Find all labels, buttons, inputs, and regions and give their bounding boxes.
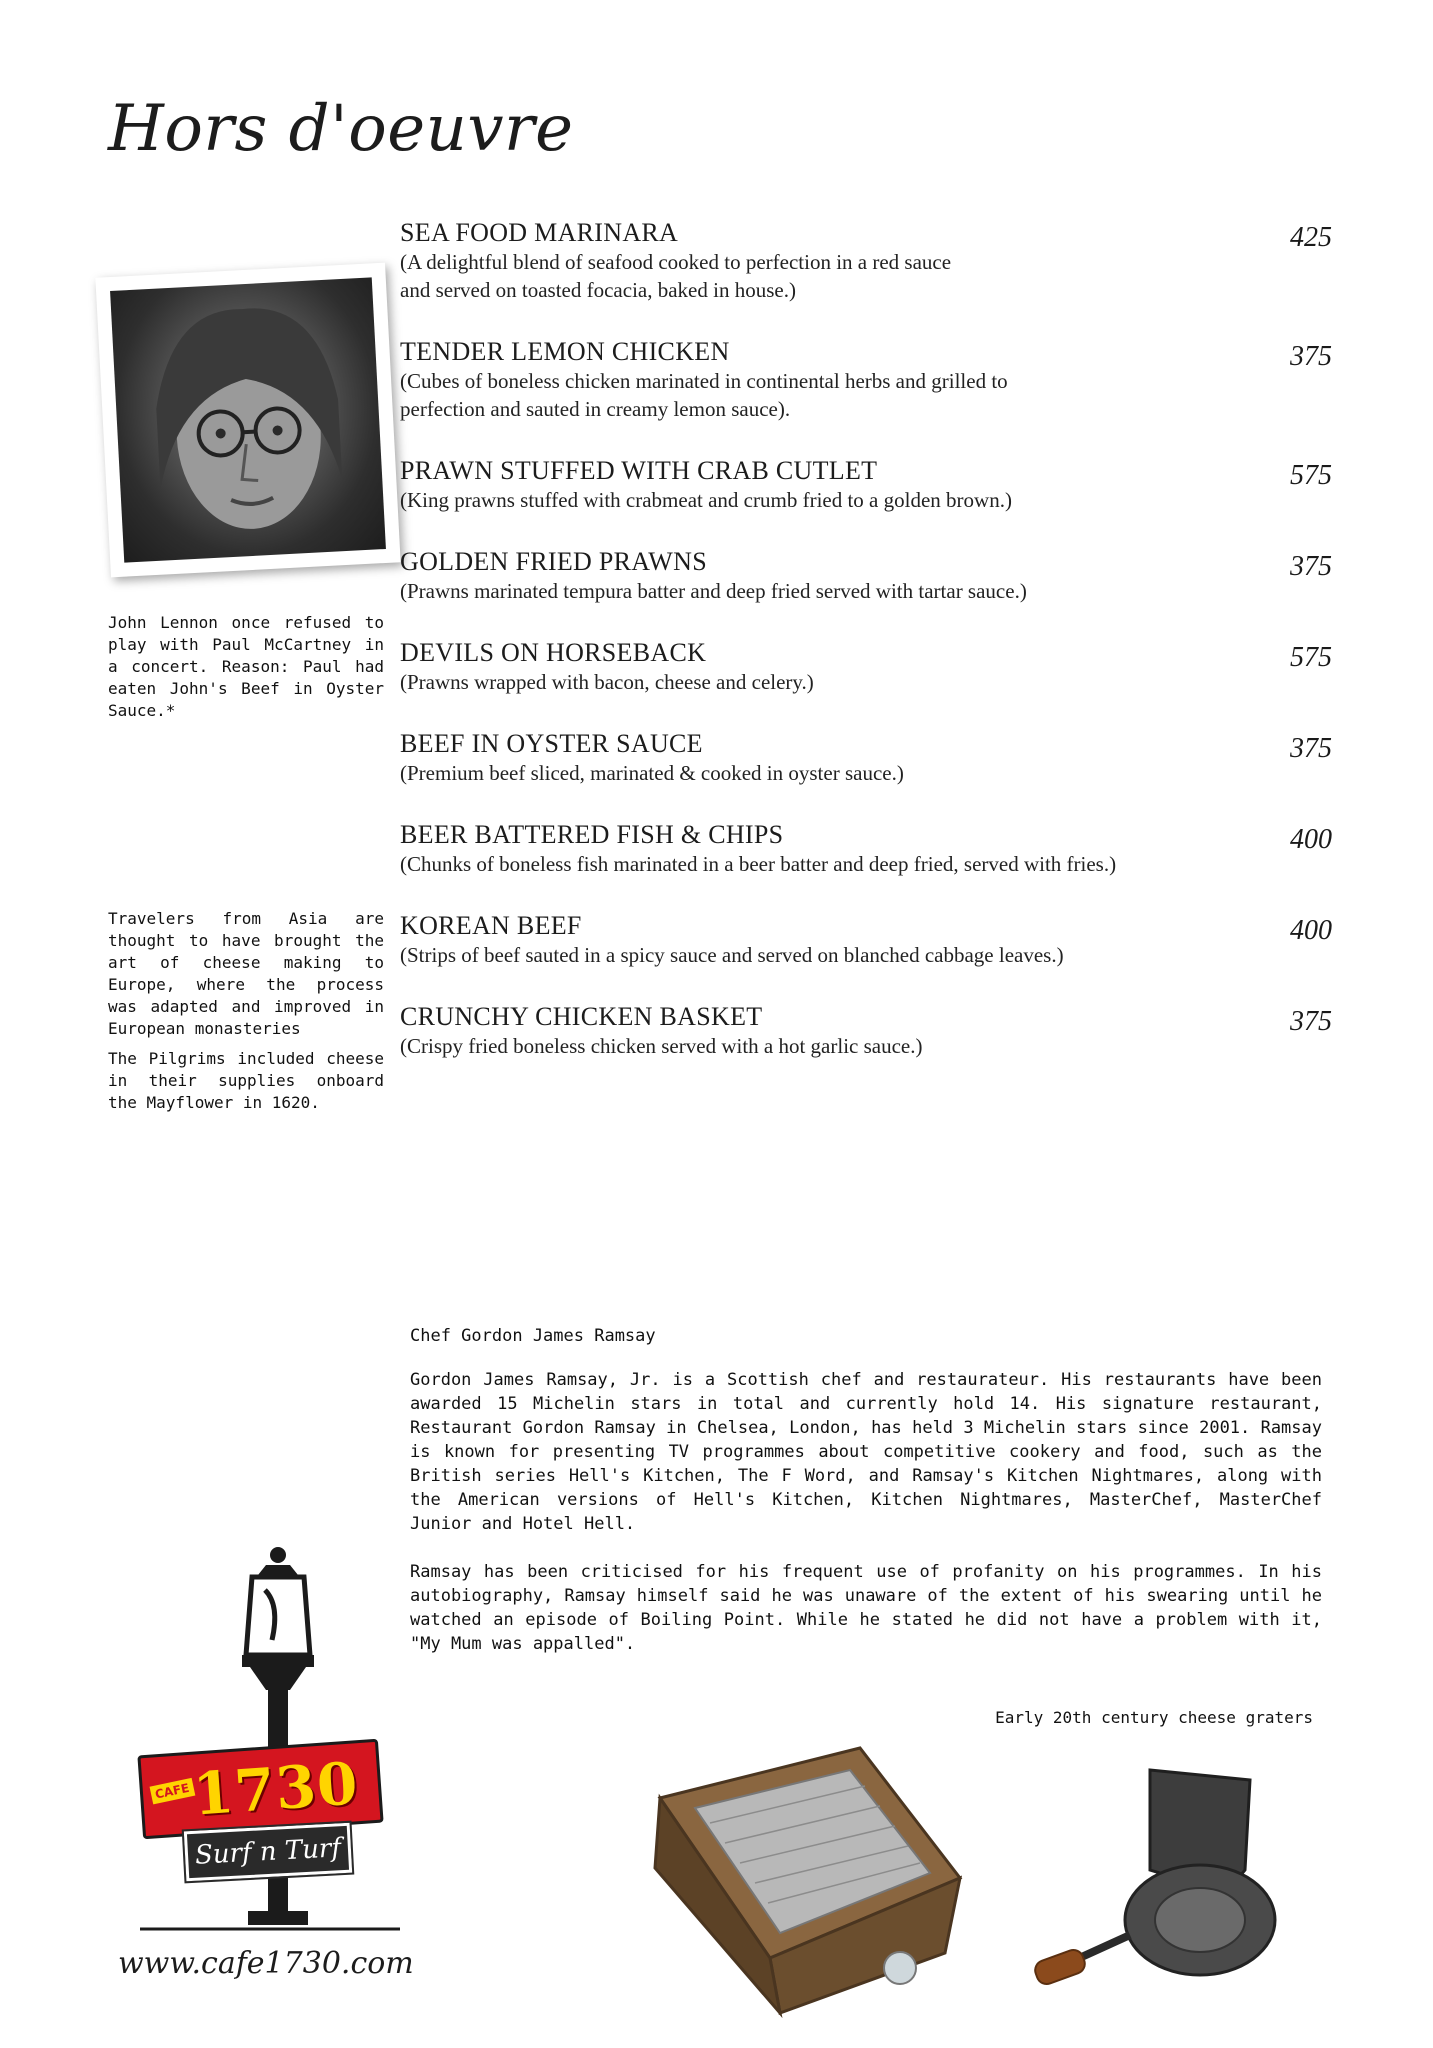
item-price: 375 xyxy=(1290,551,1332,582)
chef-paragraph: Ramsay has been criticised for his frequent use of profanity on his programmes. In his autobiography, Ramsay himself said he was unaware of the extent of his swearing until he watched an episode of Boiling Point. While he stated he did not have a problem with it, "My Mum was appalled". xyxy=(410,1562,1322,1654)
menu-item xyxy=(400,337,1332,423)
menu-item xyxy=(400,638,1332,696)
logo-tagline: Surf n Turf xyxy=(184,1823,352,1882)
menu-item xyxy=(400,218,1332,304)
item-name: DEVILS ON HORSEBACK xyxy=(400,638,707,667)
item-description: (Prawns wrapped with bacon, cheese and celery.) xyxy=(400,670,814,694)
item-price: 375 xyxy=(1290,733,1332,764)
menu-item xyxy=(400,547,1332,605)
graters-caption: Early 20th century cheese graters xyxy=(995,1708,1313,1727)
item-description: (King prawns stuffed with crabmeat and crumb fried to a golden brown.) xyxy=(400,488,1012,512)
menu-item xyxy=(400,1002,1332,1060)
item-price: 375 xyxy=(1290,1006,1332,1037)
chef-section xyxy=(410,1326,1322,1680)
item-description: (Strips of beef sauted in a spicy sauce and served on blanched cabbage leaves.) xyxy=(400,943,1064,967)
item-name: BEEF IN OYSTER SAUCE xyxy=(400,729,703,758)
menu-item xyxy=(400,456,1332,514)
item-name: GOLDEN FRIED PRAWNS xyxy=(400,547,707,576)
item-price: 400 xyxy=(1290,915,1332,946)
item-description: (Chunks of boneless fish marinated in a beer batter and deep fried, served with fries.) xyxy=(400,852,1117,876)
item-name: SEA FOOD MARINARA xyxy=(400,218,679,247)
item-price: 400 xyxy=(1290,824,1332,855)
page-title: Hors d'oeuvre xyxy=(108,92,574,166)
john-lennon-photo xyxy=(95,263,400,578)
item-description: (Crispy fried boneless chicken served with a hot garlic sauce.) xyxy=(400,1034,923,1058)
item-price: 575 xyxy=(1290,642,1332,673)
item-name: PRAWN STUFFED WITH CRAB CUTLET xyxy=(400,456,878,485)
item-name: BEER BATTERED FISH & CHIPS xyxy=(400,820,784,849)
lennon-note: John Lennon once refused to play with Paul McCartney in a concert. Reason: Paul had eaten John's Beef in Oyster Sauce.* xyxy=(108,613,384,720)
logo-number: 1730 xyxy=(190,1749,361,1829)
menu-item xyxy=(400,911,1332,969)
item-description: (Cubes of boneless chicken marinated in continental herbs and grilled to perfection and sauted in creamy lemon sauce). xyxy=(400,369,1008,421)
item-name: KOREAN BEEF xyxy=(400,911,582,940)
item-price: 375 xyxy=(1290,341,1332,372)
menu-list xyxy=(400,218,1332,1093)
item-description: (Premium beef sliced, marinated & cooked in oyster sauce.) xyxy=(400,761,904,785)
item-name: CRUNCHY CHICKEN BASKET xyxy=(400,1002,763,1031)
cheese-history-note: Travelers from Asia are thought to have brought the art of cheese making to Europe, where the process was adapted and improved in European monasteries xyxy=(108,909,384,1038)
item-price: 425 xyxy=(1290,222,1332,253)
menu-item xyxy=(400,820,1332,878)
item-description: (A delightful blend of seafood cooked to perfection in a red sauce and served on toasted focacia, baked in house.) xyxy=(400,250,952,302)
item-price: 575 xyxy=(1290,460,1332,491)
logo-cafe-label: CAFE xyxy=(150,1778,195,1804)
portrait-image xyxy=(110,277,386,562)
chef-title: Chef Gordon James Ramsay xyxy=(410,1326,656,1346)
cafe-logo xyxy=(140,1545,400,1935)
menu-item xyxy=(400,729,1332,787)
item-name: TENDER LEMON CHICKEN xyxy=(400,337,730,366)
rotary-grater-image xyxy=(1030,1760,1310,2020)
chef-paragraph: Gordon James Ramsay, Jr. is a Scottish chef and restaurateur. His restaurants have been awarded 15 Michelin stars in total and currently hold 14. His signature restaurant, Restaurant Gordon Ramsay in Chelsea, London, has held 3 Michelin stars since 2001. Ramsay is known for presenting TV programmes about competitive cookery and food, such as the British series Hell's Kitchen, The F Word, and Ramsay's Kitchen Nightmares, along with the American versions of Hell's Kitchen, Kitchen Nightmares, MasterChef, MasterChef Junior and Hotel Hell. xyxy=(410,1370,1322,1534)
item-description: (Prawns marinated tempura batter and deep fried served with tartar sauce.) xyxy=(400,579,1027,603)
pilgrims-note: The Pilgrims included cheese in their supplies onboard the Mayflower in 1620. xyxy=(108,1049,384,1112)
website-link[interactable]: www.cafe1730.com xyxy=(118,1946,414,1981)
wooden-grater-image xyxy=(640,1728,980,2018)
